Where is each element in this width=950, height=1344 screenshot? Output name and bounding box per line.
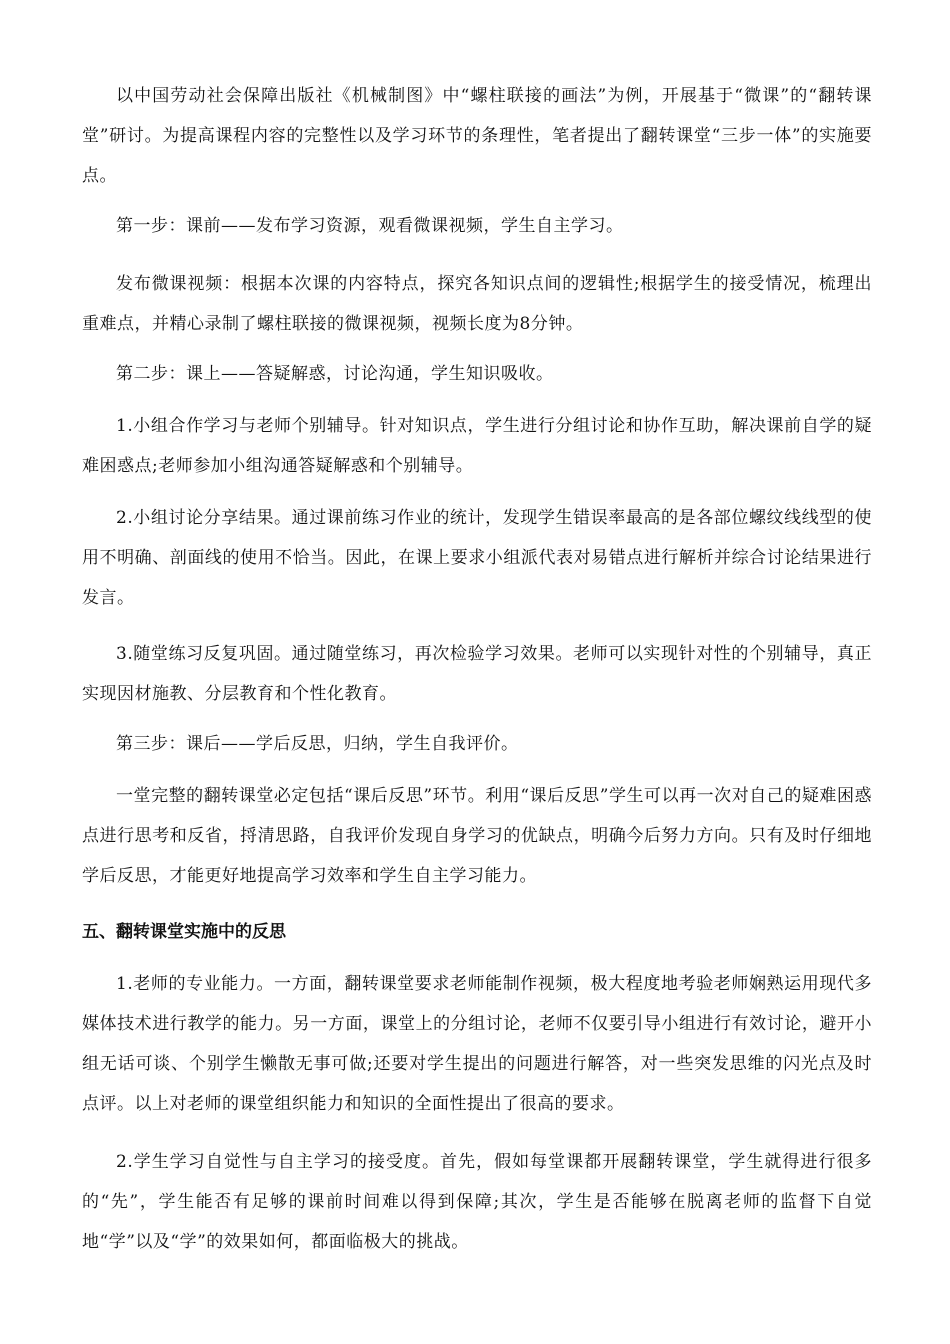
paragraph-group-learning: 1.小组合作学习与老师个别辅导。针对知识点，学生进行分组讨论和协作互助，解决课前自学的疑难困惑点;老师参加小组沟通答疑解惑和个别辅导。 <box>82 416 872 476</box>
paragraph-student-initiative: 2.学生学习自觉性与自主学习的接受度。首先，假如每堂课都开展翻转课堂，学生就得进行很多的“先”，学生能否有足够的课前时间难以得到保障;其次，学生是否能够在脱离老师的监督下自觉地“学”以及“学”的效果如何，都面临极大的挑战。 <box>82 1152 872 1252</box>
section-heading-five: 五、翻转课堂实施中的反思 <box>82 922 286 942</box>
paragraph-practice: 3.随堂练习反复巩固。通过随堂练习，再次检验学习效果。老师可以实现针对性的个别辅导，真正实现因材施教、分层教育和个性化教育。 <box>82 644 872 704</box>
paragraph-step-two: 第二步：课上——答疑解惑，讨论沟通，学生知识吸收。 <box>116 364 554 384</box>
paragraph-step-one: 第一步：课前——发布学习资源，观看微课视频，学生自主学习。 <box>116 216 624 236</box>
paragraph-reflection: 一堂完整的翻转课堂必定包括“课后反思”环节。利用“课后反思”学生可以再一次对自己的疑难困惑点进行思考和反省，捋清思路，自我评价发现自身学习的优缺点，明确今后努力方向。只有及时仔细地学后反思，才能更好地提高学习效率和学生自主学习能力。 <box>82 786 872 886</box>
paragraph-group-share: 2.小组讨论分享结果。通过课前练习作业的统计，发现学生错误率最高的是各部位螺纹线线型的使用不明确、剖面线的使用不恰当。因此，在课上要求小组派代表对易错点进行解析并综合讨论结果进行发言。 <box>82 508 872 608</box>
paragraph-intro: 以中国劳动社会保障出版社《机械制图》中“螺柱联接的画法”为例，开展基于“微课”的“翻转课堂”研讨。为提高课程内容的完整性以及学习环节的条理性，笔者提出了翻转课堂“三步一体”的实施要点。 <box>82 86 872 186</box>
paragraph-step-three: 第三步：课后——学后反思，归纳，学生自我评价。 <box>116 734 519 754</box>
paragraph-publish-video: 发布微课视频：根据本次课的内容特点，探究各知识点间的逻辑性;根据学生的接受情况，梳理出重难点，并精心录制了螺柱联接的微课视频，视频长度为8分钟。 <box>82 274 872 334</box>
paragraph-teacher-ability: 1.老师的专业能力。一方面，翻转课堂要求老师能制作视频，极大程度地考验老师娴熟运用现代多媒体技术进行教学的能力。另一方面，课堂上的分组讨论，老师不仅要引导小组进行有效讨论，避开小组无话可谈、个别学生懒散无事可做;还要对学生提出的问题进行解答，对一些突发思维的闪光点及时点评。以上对老师的课堂组织能力和知识的全面性提出了很高的要求。 <box>82 974 872 1114</box>
